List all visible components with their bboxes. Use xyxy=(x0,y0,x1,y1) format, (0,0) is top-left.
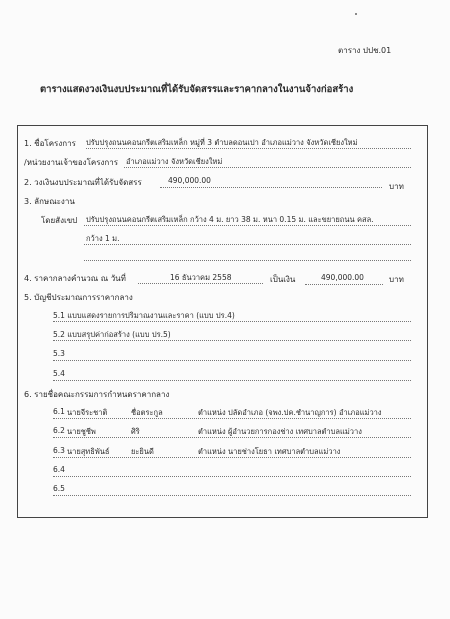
committee-surname-1: ชื่อตระกูล xyxy=(131,408,163,417)
work-summary-line2-rule xyxy=(84,244,411,245)
estimate-entry-2: 5.2 แบบสรุปค่าก่อสร้าง (แบบ ปร.5) xyxy=(53,330,171,339)
median-price-date: 16 ธันวาคม 2558 xyxy=(170,273,232,282)
budget-line xyxy=(160,187,382,188)
work-summary-line1: ปรับปรุงถนนคอนกรีตเสริมเหล็ก กว้าง 4 ม. ยาว 38 ม. หนา 0.15 ม. และขยายถนน คสล. xyxy=(86,215,374,224)
median-price-date-line xyxy=(138,283,263,284)
work-summary-label: โดยสังเขป xyxy=(41,216,78,225)
budget-unit: บาท xyxy=(389,182,404,191)
budget-label: 2. วงเงินงบประมาณที่ได้รับจัดสรร xyxy=(24,178,142,187)
committee-line-1 xyxy=(53,418,411,419)
page-title: ตารางแสดงวงเงินงบประมาณที่ได้รับจัดสรรและราคากลางในงานจ้างก่อสร้าง xyxy=(40,84,354,95)
estimate-entry-2-line xyxy=(53,340,411,341)
estimate-entry-4-line xyxy=(53,380,411,381)
committee-no-4: 6.4 xyxy=(53,465,65,474)
budget-value: 490,000.00 xyxy=(168,176,211,185)
committee-name-2: นายชูชีพ xyxy=(67,427,96,436)
committee-position-2: ตำแหน่ง ผู้อำนวยการกองช่าง เทศบาลตำบลแม่วาง xyxy=(198,427,362,436)
committee-name-3: นายสุทธิพันธ์ xyxy=(67,447,110,456)
committee-line-4 xyxy=(53,476,411,477)
committee-position-3: ตำแหน่ง นายช่างโยธา เทศบาลตำบลแม่วาง xyxy=(198,447,341,456)
committee-position-1: ตำแหน่ง ปลัดอำเภอ (จพง.ปค.ชำนาญการ) อำเภอแม่วาง xyxy=(198,408,382,417)
work-summary-line3-rule xyxy=(84,260,411,261)
work-summary-line1-rule xyxy=(84,225,411,226)
committee-no-5: 6.5 xyxy=(53,484,65,493)
agency-label: /หน่วยงานเจ้าของโครงการ xyxy=(24,158,119,167)
committee-label: 6. รายชื่อคณะกรรมการกำหนดราคากลาง xyxy=(24,390,170,399)
estimate-entry-1-line xyxy=(53,321,411,322)
project-name-line xyxy=(86,148,411,149)
estimate-list-label: 5. บัญชีประมาณการราคากลาง xyxy=(24,293,133,302)
committee-no-3: 6.3 xyxy=(53,446,65,455)
committee-line-3 xyxy=(53,457,411,458)
agency-value: อำเภอแม่วาง จังหวัดเชียงใหม่ xyxy=(126,157,223,166)
median-price-amount-line xyxy=(305,284,383,285)
committee-line-5 xyxy=(53,495,411,496)
form-code: ตาราง ปปช.01 xyxy=(338,46,392,55)
median-price-unit: บาท xyxy=(389,275,404,284)
committee-surname-3: ยะยินดี xyxy=(131,447,154,456)
committee-no-1: 6.1 xyxy=(53,407,65,416)
estimate-entry-3: 5.3 xyxy=(53,349,65,358)
scan-speck xyxy=(355,13,357,15)
work-type-label: 3. ลักษณะงาน xyxy=(24,197,75,206)
work-summary-line2: กว้าง 1 ม. xyxy=(86,234,120,243)
committee-line-2 xyxy=(53,437,411,438)
median-price-amount: 490,000.00 xyxy=(321,273,364,282)
project-name-value: ปรับปรุงถนนคอนกรีตเสริมเหล็ก หมู่ที่ 3 ตำบลดอนเปา อำเภอแม่วาง จังหวัดเชียงใหม่ xyxy=(86,138,358,147)
estimate-entry-3-line xyxy=(53,360,411,361)
project-name-label: 1. ชื่อโครงการ xyxy=(24,139,76,148)
committee-surname-2: ศิริ xyxy=(131,427,140,436)
median-price-label: 4. ราคากลางคำนวณ ณ วันที่ xyxy=(24,274,126,283)
committee-name-1: นายจีระชาติ xyxy=(67,408,108,417)
estimate-entry-1: 5.1 แบบแสดงรายการปริมาณงานและราคา (แบบ ปร.4) xyxy=(53,311,235,320)
committee-no-2: 6.2 xyxy=(53,426,65,435)
estimate-entry-4: 5.4 xyxy=(53,369,65,378)
agency-line xyxy=(124,167,411,168)
median-price-amount-label: เป็นเงิน xyxy=(270,275,296,284)
